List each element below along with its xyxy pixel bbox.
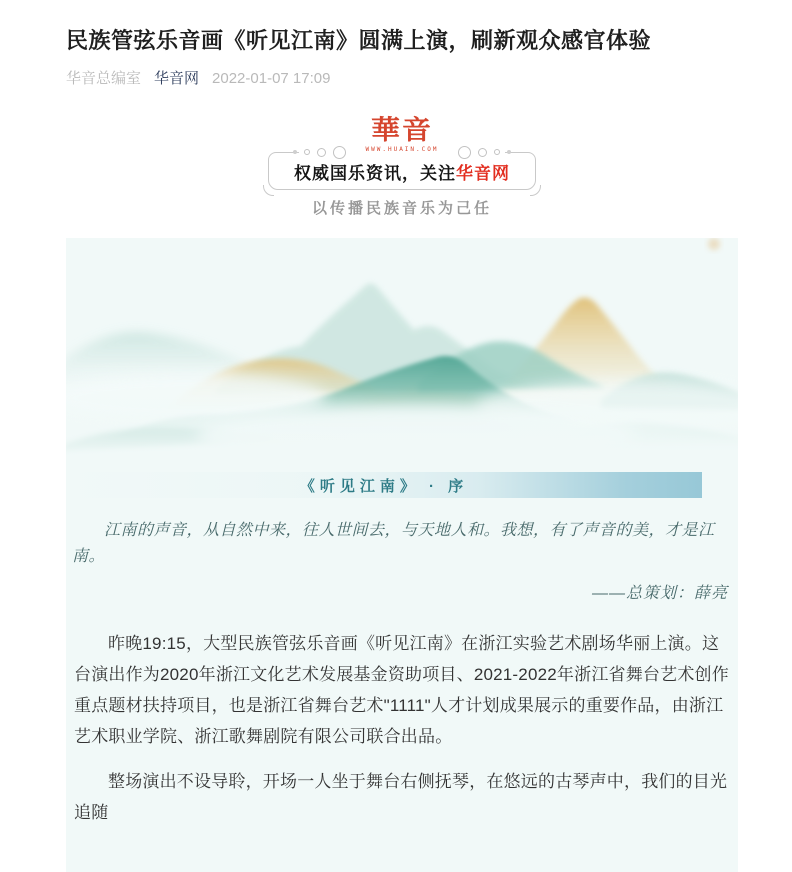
article-paragraph: 昨晚19:15，大型民族管弦乐音画《听见江南》在浙江实验艺术剧场华丽上演。这台演出作为2020年浙江文化艺术发展基金资助项目、2021-2022年浙江省舞台艺术创作重点题材扶持项目，也是浙江省舞台艺术"1111"人才计划成果展示的重要作品，由浙江艺术职业学院、浙江歌舞剧院有限公司联合出品。 bbox=[74, 634, 729, 746]
byline-source-link[interactable]: 华音网 bbox=[154, 70, 200, 87]
huain-logo-characters: 華音 bbox=[370, 114, 433, 146]
article-body bbox=[66, 628, 738, 828]
article-content-panel bbox=[66, 238, 738, 872]
byline-author: 华音总编室 bbox=[66, 70, 142, 87]
banner-slogan-prefix: 权威国乐资讯，关注 bbox=[294, 163, 456, 183]
figure-caption-band bbox=[66, 472, 702, 498]
figure-caption: 《听见江南》 · 序 bbox=[299, 477, 469, 495]
byline bbox=[66, 67, 738, 88]
huain-promo-banner bbox=[66, 104, 738, 222]
circle-icon bbox=[317, 148, 326, 157]
circle-icon bbox=[333, 146, 346, 159]
banner-tagline: 以传播民族音乐为己任 bbox=[311, 200, 492, 217]
circle-icon bbox=[494, 149, 500, 155]
circle-icon bbox=[458, 146, 471, 159]
circle-icon bbox=[304, 149, 310, 155]
dot-icon bbox=[293, 150, 297, 154]
byline-datetime: 2022-01-07 17:09 bbox=[212, 70, 331, 87]
banner-slogan bbox=[294, 159, 510, 184]
huain-logo-url: WWW.HUAIN.COM bbox=[365, 146, 439, 153]
jiangnan-mountains-illustration bbox=[66, 238, 738, 460]
opening-quote: 江南的声音，从自然中来，往人世间去，与天地人和。我想，有了声音的美，才是江南。 bbox=[72, 522, 715, 565]
huain-logo bbox=[360, 116, 445, 154]
banner-slogan-highlight: 华音网 bbox=[456, 163, 510, 183]
quote-attribution: ——总策划：薛亮 bbox=[591, 585, 728, 602]
ornament-circles-right bbox=[458, 145, 511, 159]
ornament-circles-left bbox=[293, 145, 346, 159]
article-page bbox=[66, 26, 738, 872]
article-title: 民族管弦乐音画《听见江南》圆满上演，刷新观众感官体验 bbox=[66, 28, 652, 53]
article-paragraph: 整场演出不设导聆，开场一人坐于舞台右侧抚琴，在悠远的古琴声中，我们的目光追随 bbox=[74, 772, 728, 822]
dot-icon bbox=[507, 150, 511, 154]
circle-icon bbox=[478, 148, 487, 157]
